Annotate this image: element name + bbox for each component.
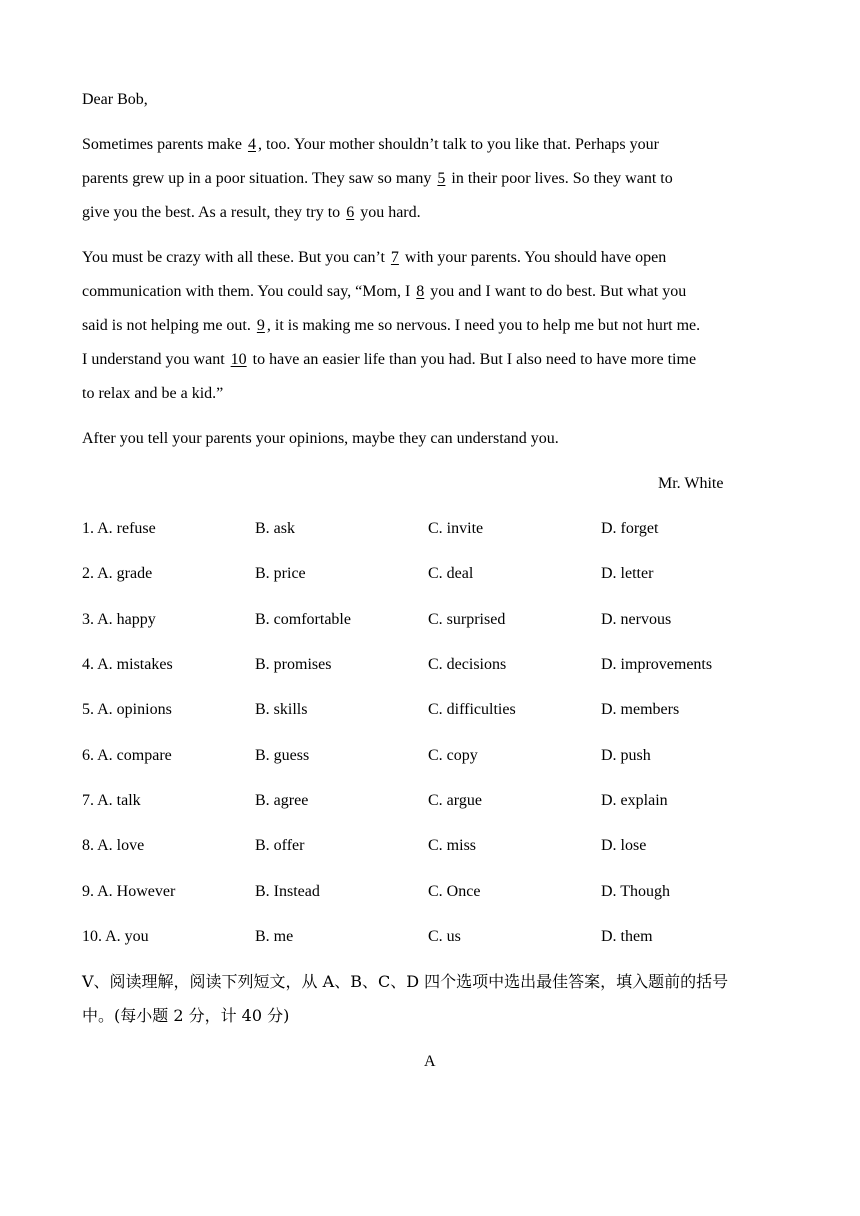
- section-instruction-line-2: 中。(每小题 2 分，计 40 分): [82, 1006, 290, 1025]
- question-2-option-c: C. deal: [428, 565, 474, 582]
- question-10-option-a: 10. A. you: [82, 928, 149, 945]
- question-8-option-d: D. lose: [601, 837, 647, 854]
- question-6-option-d: D. push: [601, 747, 651, 764]
- question-9-option-a: 9. A. However: [82, 883, 176, 900]
- letter-paragraph-3: After you tell your parents your opinions, maybe they can understand you.: [82, 430, 559, 447]
- question-1-option-d: D. forget: [601, 520, 659, 537]
- letter-paragraph-2-line-5: to relax and be a kid.”: [82, 385, 224, 402]
- question-3-option-a: 3. A. happy: [82, 611, 156, 628]
- question-7-option-a: 7. A. talk: [82, 792, 141, 809]
- letter-paragraph-2-line-3: said is not helping me out. 9, it is making me so nervous. I need you to help me but not hurt me.: [82, 317, 701, 334]
- blank-5: 5: [437, 170, 446, 187]
- question-10-option-d: D. them: [601, 928, 653, 945]
- blank-9: 9: [256, 317, 265, 334]
- question-6-option-a: 6. A. compare: [82, 747, 172, 764]
- letter-greeting: Dear Bob,: [82, 91, 148, 108]
- question-5-option-c: C. difficulties: [428, 701, 516, 718]
- question-9-option-b: B. Instead: [255, 883, 320, 900]
- question-10-option-c: C. us: [428, 928, 461, 945]
- question-1-option-c: C. invite: [428, 520, 484, 537]
- question-7-option-c: C. argue: [428, 792, 482, 809]
- question-3-option-c: C. surprised: [428, 611, 506, 628]
- letter-paragraph-2-line-2: communication with them. You could say, “Mom, I 8 you and I want to do best. But what you: [82, 283, 687, 300]
- question-5-option-b: B. skills: [255, 701, 308, 718]
- question-8-option-b: B. offer: [255, 837, 305, 854]
- question-2-option-b: B. price: [255, 565, 306, 582]
- blank-6: 6: [346, 204, 355, 221]
- question-1-option-b: B. ask: [255, 520, 295, 537]
- question-3-option-d: D. nervous: [601, 611, 672, 628]
- letter-paragraph-1-line-2: parents grew up in a poor situation. They saw so many 5 in their poor lives. So they want to: [82, 170, 673, 187]
- question-9-option-c: C. Once: [428, 883, 481, 900]
- question-7-option-d: D. explain: [601, 792, 668, 809]
- letter-paragraph-2-line-1: You must be crazy with all these. But you can’t 7 with your parents. You should have open: [82, 249, 667, 266]
- letter-signature: Mr. White: [658, 475, 724, 492]
- letter-paragraph-2-line-4: I understand you want 10 to have an easier life than you had. But I also need to have more time: [82, 351, 697, 368]
- question-4-option-a: 4. A. mistakes: [82, 656, 173, 673]
- blank-7: 7: [390, 249, 399, 266]
- blank-8: 8: [416, 283, 425, 300]
- question-8-option-a: 8. A. love: [82, 837, 145, 854]
- question-1-option-a: 1. A. refuse: [82, 520, 156, 537]
- question-5-option-a: 5. A. opinions: [82, 701, 172, 718]
- section-instruction-line-1: V、阅读理解，阅读下列短文，从 A、B、C、D 四个选项中选出最佳答案，填入题前的括号: [82, 972, 729, 991]
- question-9-option-d: D. Though: [601, 883, 671, 900]
- letter-paragraph-1-line-1: Sometimes parents make 4, too. Your mother shouldn’t talk to you like that. Perhaps your: [82, 136, 659, 153]
- letter-paragraph-1-line-3: give you the best. As a result, they try to 6 you hard.: [82, 204, 421, 221]
- blank-4: 4: [247, 136, 256, 153]
- question-6-option-c: C. copy: [428, 747, 478, 764]
- question-4-option-c: C. decisions: [428, 656, 507, 673]
- question-6-option-b: B. guess: [255, 747, 310, 764]
- question-8-option-c: C. miss: [428, 837, 477, 854]
- passage-label: A: [424, 1053, 436, 1070]
- question-3-option-b: B. comfortable: [255, 611, 351, 628]
- question-7-option-b: B. agree: [255, 792, 309, 809]
- question-5-option-d: D. members: [601, 701, 680, 718]
- question-4-option-d: D. improvements: [601, 656, 713, 673]
- question-10-option-b: B. me: [255, 928, 294, 945]
- question-4-option-b: B. promises: [255, 656, 332, 673]
- question-2-option-d: D. letter: [601, 565, 654, 582]
- blank-10: 10: [230, 351, 247, 368]
- question-2-option-a: 2. A. grade: [82, 565, 153, 582]
